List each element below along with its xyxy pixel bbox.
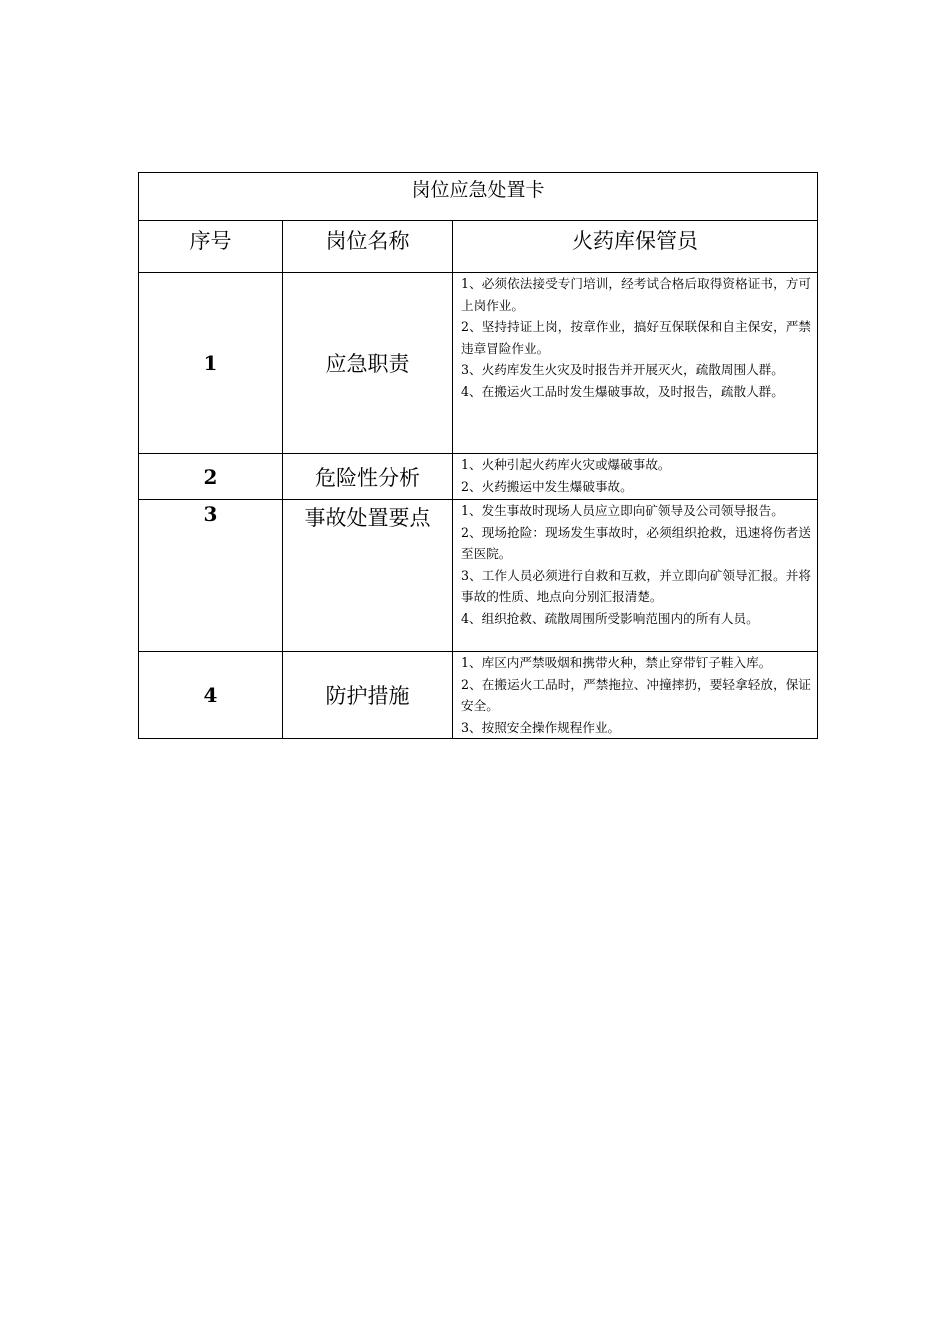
content-item: 3、火药库发生火灾及时报告并开展灭火，疏散周围人群。 <box>461 362 784 377</box>
content-item: 4、在搬运火工品时发生爆破事故，及时报告，疏散人群。 <box>461 383 784 399</box>
row-content <box>453 454 818 500</box>
content-item: 2、在搬运火工品时，严禁拖拉、冲撞摔扔，要轻拿轻放，保证安全。 <box>461 676 811 713</box>
content-item: 3、工作人员必须进行自救和互救，并立即向矿领导汇报。并将事故的性质、地点向分别汇报清楚。 <box>461 567 811 604</box>
content-item: 1、发生事故时现场人员应立即向矿领导及公司领导报告。 <box>461 503 784 518</box>
row-name: 事故处置要点 <box>283 500 453 652</box>
content-item: 2、火药搬运中发生爆破事故。 <box>461 478 633 494</box>
header-seq: 序号 <box>139 221 283 273</box>
row-content <box>453 500 818 652</box>
table-row <box>139 273 818 454</box>
content-item: 2、现场抢险：现场发生事故时，必须组织抢救，迅速将伤者送至医院。 <box>461 524 811 561</box>
table-row <box>139 652 818 739</box>
card-title: 岗位应急处置卡 <box>139 173 818 221</box>
table-row <box>139 454 818 500</box>
row-content <box>453 652 818 739</box>
row-content <box>453 273 818 454</box>
content-item: 1、库区内严禁吸烟和携带火种，禁止穿带钉子鞋入库。 <box>461 655 772 670</box>
content-item: 1、必须依法接受专门培训，经考试合格后取得资格证书，方可上岗作业。 <box>461 276 811 313</box>
header-post-name: 岗位名称 <box>283 221 453 273</box>
emergency-card-table <box>138 172 818 739</box>
table-row <box>139 500 818 652</box>
row-name: 危险性分析 <box>283 454 453 500</box>
row-name: 防护措施 <box>283 652 453 739</box>
header-post-value: 火药库保管员 <box>453 221 818 273</box>
content-item: 2、坚持持证上岗，按章作业，搞好互保联保和自主保安，严禁违章冒险作业。 <box>461 319 811 356</box>
content-item: 1、火种引起火药库火灾或爆破事故。 <box>461 457 671 472</box>
row-number: 4 <box>139 652 283 739</box>
row-number: 2 <box>139 454 283 500</box>
row-number: 1 <box>139 273 283 454</box>
content-item: 3、按照安全操作规程作业。 <box>461 719 621 735</box>
row-number: 3 <box>139 500 283 652</box>
row-name: 应急职责 <box>283 273 453 454</box>
content-item: 4、组织抢救、疏散周围所受影响范围内的所有人员。 <box>461 610 759 626</box>
